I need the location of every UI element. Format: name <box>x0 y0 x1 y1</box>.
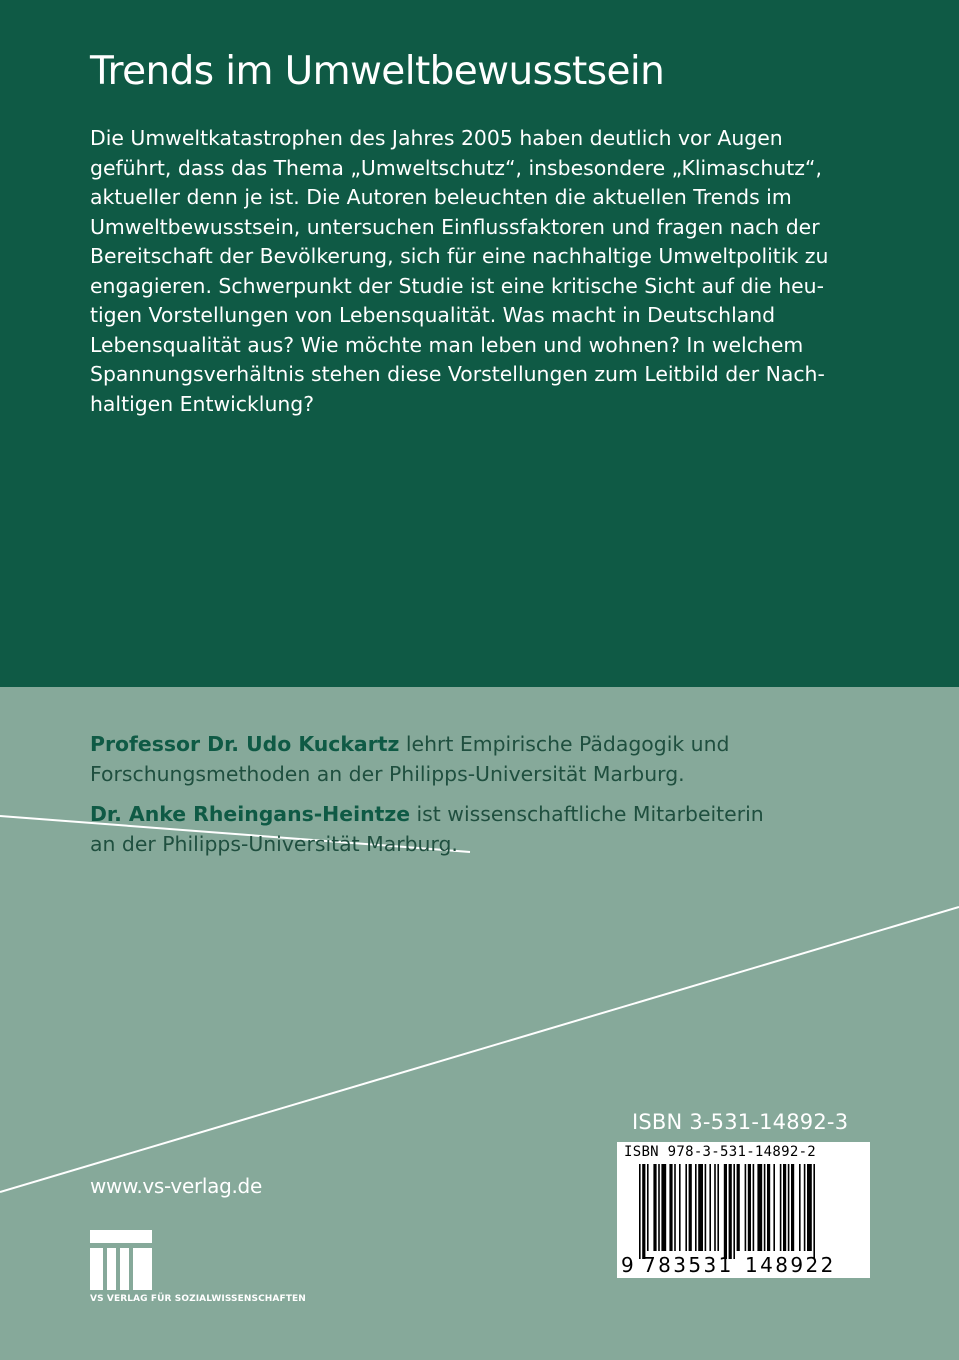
author-name: Professor Dr. Udo Kuckartz <box>90 732 400 756</box>
author-name: Dr. Anke Rheingans-Heintze <box>90 802 411 826</box>
blurb-line: Die Umweltkatastrophen des Jahres 2005 haben deutlich vor Augen <box>90 126 783 150</box>
blurb-line: Lebensqualität aus? Wie möchte man leben und wohnen? In welchem <box>90 332 804 357</box>
author-bio-1 <box>90 729 850 789</box>
ean-first-digit: 9 <box>621 1253 634 1277</box>
blurb-line: haltigen Entwicklung? <box>90 391 315 416</box>
barcode <box>617 1142 870 1278</box>
author-bio-text: an der Philipps-Universität Marburg. <box>90 832 458 856</box>
blurb-line: geführt, dass das Thema „Umweltschutz“, insbesondere „Klimaschutz“, <box>90 155 822 180</box>
blurb-line: engagieren. Schwerpunkt der Studie ist eine kritische Sicht auf die heu- <box>90 273 824 298</box>
isbn-13: ISBN 978-3-531-14892-2 <box>624 1144 817 1160</box>
author-bio-text: ist wissenschaftliche Mitarbeiterin <box>410 802 764 826</box>
blurb-line: aktueller denn je ist. Die Autoren beleuchten die aktuellen Trends im <box>90 185 792 209</box>
blurb-line: Spannungsverhältnis stehen diese Vorstellungen zum Leitbild der Nach- <box>90 362 825 386</box>
publisher-url[interactable]: www.vs-verlag.de <box>90 1174 262 1198</box>
ean-digits <box>617 1142 870 1278</box>
book-title: Trends im Umweltbewusstsein <box>90 49 665 94</box>
author-bio-2 <box>90 799 850 859</box>
blurb-line: tigen Vorstellungen von Lebensqualität. Was macht in Deutschland <box>90 303 776 327</box>
ean-left-digits: 783531 <box>643 1253 734 1277</box>
ean-right-digits: 148922 <box>745 1253 836 1277</box>
isbn-10: ISBN 3-531-14892-3 <box>632 1110 849 1134</box>
publisher-logo-icon <box>90 1230 152 1290</box>
author-bio-text: Forschungsmethoden an der Philipps-Universität Marburg. <box>90 762 685 786</box>
blurb-line: Bereitschaft der Bevölkerung, sich für eine nachhaltige Umweltpolitik zu <box>90 244 829 268</box>
blurb-text <box>90 124 850 419</box>
blurb-line: Umweltbewusstsein, untersuchen Einflussfaktoren und fragen nach der <box>90 214 820 239</box>
author-bio-text: lehrt Empirische Pädagogik und <box>399 732 730 756</box>
publisher-logo-text: VS VERLAG FÜR SOZIALWISSENSCHAFTEN <box>90 1294 306 1304</box>
